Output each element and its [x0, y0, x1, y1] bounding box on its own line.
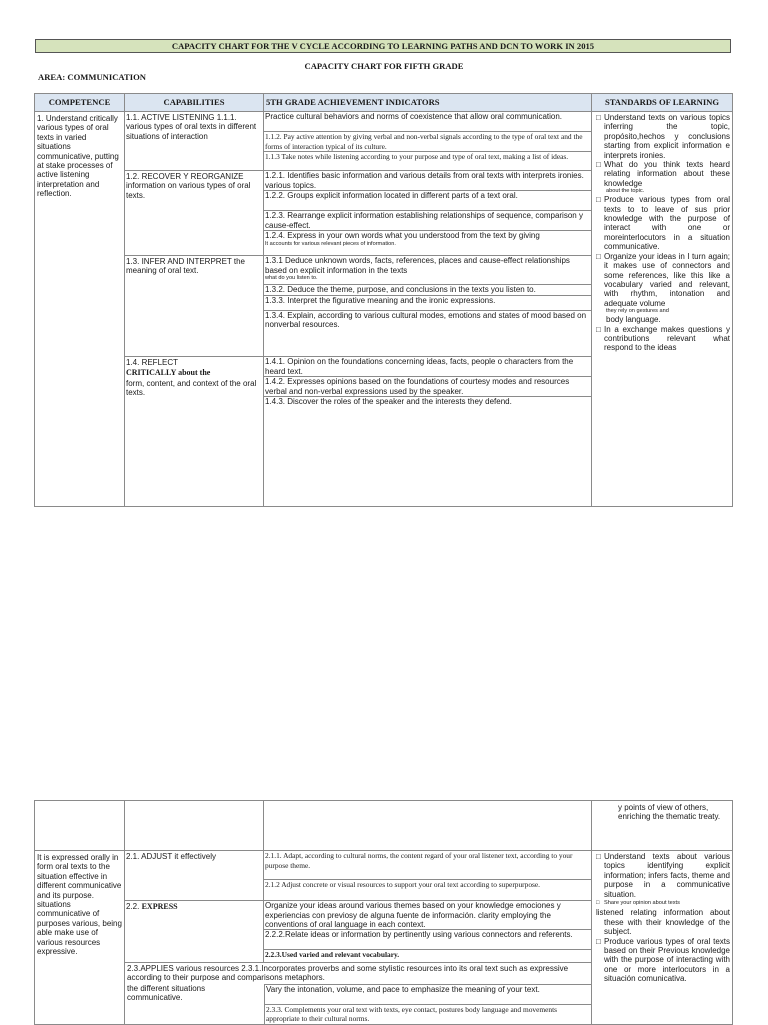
empty-cell — [125, 801, 264, 851]
standard-item: □ Produce various types from oral texts to to leave of sus prior knowledge with the purpose of interact with one or moreinterlocutors in a situation communicative. — [596, 195, 730, 252]
indicator-item: 2.2.3.Used varied and relevant vocabulary. — [265, 950, 400, 959]
column-header-competence: COMPETENCE — [35, 94, 125, 112]
indicator-cell — [264, 112, 592, 171]
empty-cell — [35, 801, 125, 851]
competence-text: 1. Understand critically various types of oral texts in varied situations communicative, putting at stake processes of active listening interpretation and reflection. — [37, 114, 119, 199]
bullet-icon: □ — [596, 251, 601, 261]
capability-label: 2.1. ADJUST it effectively — [126, 852, 216, 861]
column-header-indicators: 5TH GRADE ACHIEVEMENT INDICATORS — [264, 94, 592, 112]
indicator-item: 1.1.2. Pay active attention by giving verbal and non-verbal signals according to the type of oral text and the forms of interaction typical of its culture. — [264, 132, 591, 152]
indicator-item: Organize your ideas around various themes based on your knowledge emociones y experiencias con previosy de alguna fuente de información. clarity employing the conventions of oral language in each context. — [264, 901, 591, 930]
standards-cell — [592, 851, 733, 1025]
indicator-item: 1.2.4. Express in your own words what you understood from the text by giving — [265, 231, 540, 240]
standards-cell — [592, 112, 733, 507]
indicator-cell — [264, 171, 592, 256]
bullet-icon: □ — [596, 160, 601, 170]
capability-label: 1.2. RECOVER Y REORGANIZE information on various types of oral texts. — [126, 172, 251, 200]
capability-cell — [125, 851, 264, 901]
indicator-item: 2.3.3. Complements your oral text with texts, eye contact, postures body language and movements appropriate to their cultural norms. — [266, 1004, 558, 1024]
indicator-note: what do you listen to. — [264, 275, 591, 285]
bullet-icon: □ — [596, 852, 601, 861]
indicator-item: 1.3.3. Interpret the figurative meaning and the ironic expressions. — [264, 296, 591, 311]
bullet-icon: □ — [596, 936, 601, 946]
capability-label-c: form, content, and context of the oral texts. — [126, 378, 257, 398]
standard-note: they rely on gestures and — [606, 308, 669, 315]
column-header-capabilities: CAPABILITIES — [125, 94, 264, 112]
indicator-cell — [264, 901, 592, 963]
standard-item: □ Produce various types of oral texts based on their Previous knowledge with the purpose of interacting with one or more interlocutors in a situación comunicativa. — [596, 936, 730, 984]
competence-text: It is expressed orally in form oral texts to the situation effective in different communicative and its purpose. situations communicative of purposes various, being able make use of various resources expressive. — [37, 853, 122, 957]
indicator-item: 1.2.1. Identifies basic information and various details from oral texts with interprets ironies. various topics. — [264, 171, 591, 191]
indicator-cell — [264, 851, 592, 901]
standard-item: listened relating information about these with their knowledge of the subject. — [596, 908, 730, 937]
capacity-table-2 — [34, 800, 733, 1025]
column-header-standards: STANDARDS OF LEARNING — [592, 94, 733, 112]
indicator-item: 2.1.2 Adjust concrete or visual resources to support your oral text according to superpurpose. — [265, 880, 541, 889]
capability-cell — [125, 357, 264, 507]
area-label: AREA: COMMUNICATION — [38, 72, 146, 82]
standard-item: □ What do you think texts heard relating information about these knowledge — [596, 160, 730, 188]
capability-label: 2.3.APPLIES various resources 2.3.1.Incorporates proverbs and some stylistic resources into its oral text such as expressive according to their purpose and comparisons metaphors. — [127, 964, 569, 983]
standard-item: □ Organize your ideas in I turn again; it makes use of connectors and some references, like this like a vocabulary varied and relevant, with rhythm, intonation and adequate volume — [596, 251, 730, 308]
standard-item: □ In a exchange makes questions y contributions relevant what respond to the ideas — [596, 324, 730, 353]
capability-label-b: CRITICALLY about the — [126, 368, 211, 378]
capability-label: 1.3. INFER AND INTERPRET the meaning of oral text. — [126, 257, 245, 276]
indicator-item: 1.3.4. Explain, according to various cultural modes, emotions and states of mood based on nonverbal resources. — [265, 310, 587, 330]
standard-item: □ Understand texts on various topics inferring the topic, propósito,hechos y conclusions starting from explicit information e interprets ironies. — [596, 113, 730, 160]
capability-cell — [125, 112, 264, 171]
indicator-cell — [264, 256, 592, 357]
chart-subtitle: CAPACITY CHART FOR FIFTH GRADE — [304, 61, 464, 71]
capability-cell — [125, 171, 264, 256]
indicator-item: Vary the intonation, volume, and pace to emphasize the meaning of your text. — [265, 985, 591, 1005]
standard-item: □ Understand texts about various topics identifying explicit information; infers facts, theme and purpose in a communicative situation. — [596, 852, 730, 899]
indicator-item: 1.4.2. Expresses opinions based on the foundations of courtesy modes and resources verbal and non-verbal expressions used by the speaker. — [264, 377, 591, 397]
bullet-icon: □ — [596, 900, 600, 907]
indicator-item: Practice cultural behaviors and norms of coexistence that allow oral communication. — [264, 112, 591, 132]
capability-label: 1.1. ACTIVE LISTENING 1.1.1. various types of oral texts in different situations of interaction — [126, 113, 257, 141]
standards-continuation-cell — [592, 801, 733, 851]
capability-cell — [125, 256, 264, 357]
standard-item: □ Share your opinion about texts — [594, 899, 730, 908]
empty-cell — [264, 801, 592, 851]
capacity-table-1 — [34, 93, 733, 507]
capability-cell — [125, 963, 592, 1025]
capability-cell — [125, 901, 264, 963]
standard-note: about the topic. — [606, 188, 645, 195]
capability-label: 2.2. EXPRESS — [126, 902, 178, 911]
bullet-icon: □ — [596, 113, 601, 122]
standard-note: body language. — [606, 315, 661, 325]
bullet-icon: □ — [596, 195, 601, 205]
competence-cell — [35, 112, 125, 507]
indicator-item: 1.2.2. Groups explicit information located in different parts of a text oral. — [264, 191, 591, 211]
capability-sub: the different situations communicative. — [127, 983, 206, 1003]
indicator-item: 1.4.1. Opinion on the foundations concerning ideas, facts, people o characters from the heard text. — [264, 357, 591, 377]
capability-label-a: 1.4. REFLECT — [126, 358, 179, 367]
standard-continuation: y points of view of others, enriching the thematic treaty. — [618, 803, 721, 822]
bullet-icon: □ — [596, 324, 601, 334]
competence-cell — [35, 851, 125, 1025]
indicator-item: 1.1.3 Take notes while listening according to your purpose and type of oral text, making a list of ideas. — [265, 152, 569, 161]
indicator-item: 1.3.1 Deduce unknown words, facts, references, places and cause-effect relationships based on explicit information in the texts — [265, 256, 570, 275]
indicator-item: 2.1.1. Adapt, according to cultural norms, the content regard of your oral listener text, according to your purpose theme. — [264, 851, 591, 880]
indicator-note: It accounts for various relevant pieces of information. — [265, 240, 396, 247]
indicator-item: 1.4.3. Discover the roles of the speaker and the interests they defend. — [265, 397, 512, 406]
indicator-cell — [264, 357, 592, 507]
indicator-item: 2.2.2.Relate ideas or information by pertinently using various connectors and referents. — [264, 930, 591, 950]
document-banner-title: CAPACITY CHART FOR THE V CYCLE ACCORDING TO LEARNING PATHS AND DCN TO WORK IN 2015 — [35, 39, 731, 53]
indicator-item: 1.2.3. Rearrange explicit information establishing relationships of sequence, comparison y cause-effect. — [264, 211, 591, 231]
indicator-item: 1.3.2. Deduce the theme, purpose, and conclusions in the texts you listen to. — [264, 285, 591, 296]
